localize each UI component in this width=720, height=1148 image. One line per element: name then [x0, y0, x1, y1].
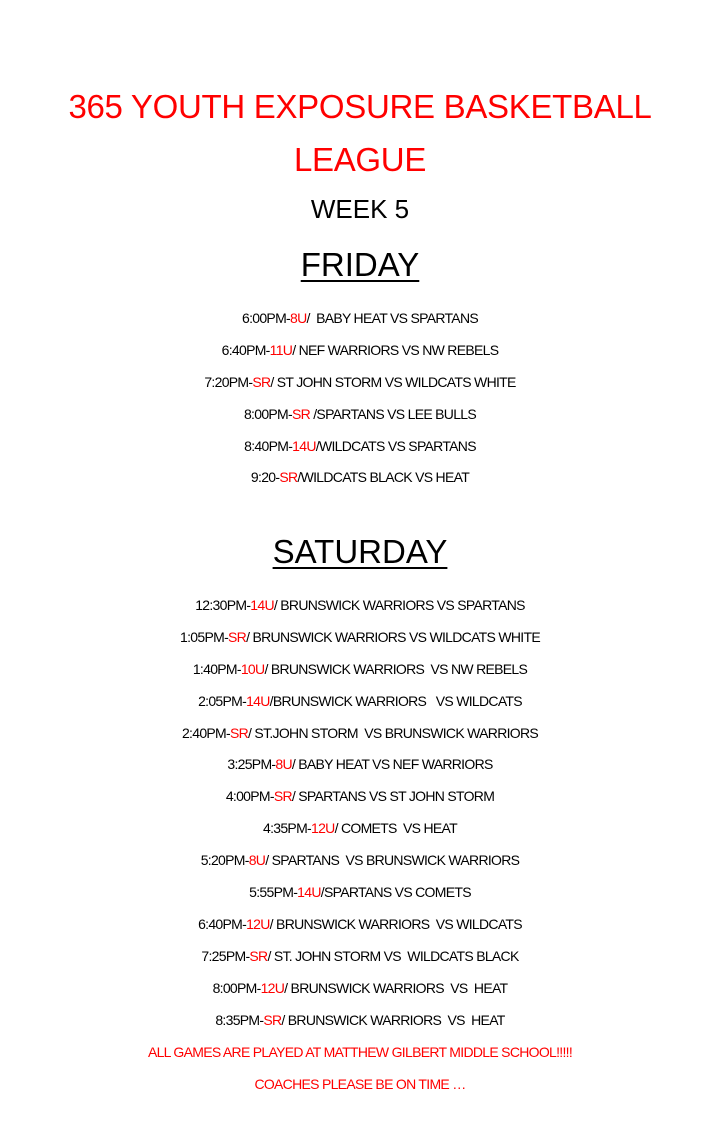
game-division: SR: [228, 628, 247, 645]
game-division: 14U: [246, 692, 270, 709]
game-time: 2:05PM-: [198, 692, 247, 709]
game-division: 14U: [292, 437, 316, 454]
game-row: [0, 718, 720, 750]
game-division: SR: [263, 1011, 282, 1028]
game-matchup: /WILDCATS VS SPARTANS: [315, 437, 476, 454]
game-time: 1:05PM-: [180, 628, 229, 645]
game-time: 1:40PM-: [192, 660, 241, 677]
game-matchup: / BRUNSWICK WARRIORS VS NW REBELS: [264, 660, 528, 677]
game-time: 6:40PM-: [198, 915, 247, 932]
game-row: [0, 877, 720, 909]
game-row: [0, 654, 720, 686]
game-division: SR: [279, 469, 298, 486]
game-row: [0, 781, 720, 813]
friday-game-list: [0, 303, 720, 494]
game-matchup: / BRUNSWICK WARRIORS VS HEAT: [284, 979, 508, 996]
game-row: [0, 590, 720, 622]
game-division: SR: [291, 405, 311, 422]
game-row: [0, 845, 720, 877]
game-division: 8U: [275, 756, 292, 773]
page-title: 365 YOUTH EXPOSURE BASKETBALL LEAGUE: [68, 88, 652, 178]
game-matchup: / ST JOHN STORM VS WILDCATS WHITE: [270, 373, 516, 390]
game-matchup: / BRUNSWICK WARRIORS VS WILDCATS: [269, 915, 522, 932]
game-matchup: / BRUNSWICK WARRIORS VS HEAT: [281, 1011, 505, 1028]
game-division: 14U: [250, 597, 274, 613]
game-time: 5:55PM-: [249, 884, 298, 901]
game-matchup: / NEF WARRIORS VS NW REBELS: [292, 341, 499, 358]
game-division: SR: [252, 373, 271, 390]
game-row: [0, 399, 720, 431]
game-row: [0, 941, 720, 973]
game-time: 7:20PM-: [204, 373, 253, 390]
game-time: 8:40PM-: [244, 437, 293, 454]
game-row: [0, 462, 720, 494]
game-division: 12U: [246, 915, 270, 932]
game-row: [0, 335, 720, 367]
game-matchup: /WILDCATS BLACK VS HEAT: [297, 469, 470, 486]
game-division: 12U: [311, 820, 335, 837]
game-row: [0, 813, 720, 845]
game-row: [0, 749, 720, 781]
game-time: 4:00PM-: [225, 788, 274, 805]
game-row: [0, 431, 720, 463]
game-division: SR: [273, 788, 292, 805]
game-matchup: / BRUNSWICK WARRIORS VS SPARTANS: [273, 597, 525, 613]
game-matchup: /BRUNSWICK WARRIORS VS WILDCATS: [269, 692, 522, 709]
notes-list: [0, 1036, 720, 1100]
game-time: 8:00PM-: [243, 405, 292, 422]
game-row: [0, 1005, 720, 1037]
game-row: [0, 686, 720, 718]
game-matchup: / BRUNSWICK WARRIORS VS WILDCATS WHITE: [246, 628, 540, 645]
game-division: 12U: [260, 979, 285, 996]
game-division: 14U: [297, 884, 321, 901]
game-matchup: /SPARTANS VS LEE BULLS: [310, 405, 477, 422]
game-matchup: / BABY HEAT VS SPARTANS: [306, 310, 478, 326]
game-division: SR: [249, 947, 268, 964]
game-time: 9:20-: [250, 469, 280, 486]
punctuality-note: COACHES PLEASE BE ON TIME …: [254, 1076, 466, 1092]
game-row: [0, 367, 720, 399]
game-division: 8U: [248, 852, 266, 869]
venue-note: ALL GAMES ARE PLAYED AT MATTHEW GILBERT MIDDLE SCHOOL!!!!!: [147, 1044, 573, 1060]
game-time: 5:20PM-: [200, 852, 249, 869]
week-label: WEEK 5: [310, 194, 410, 224]
game-matchup: / ST.JOHN STORM VS BRUNSWICK WARRIORS: [248, 724, 539, 741]
game-time: 4:35PM-: [262, 820, 311, 837]
game-matchup: / SPARTANS VS BRUNSWICK WARRIORS: [265, 852, 520, 869]
game-matchup: /SPARTANS VS COMETS: [320, 884, 471, 901]
game-time: 2:40PM-: [181, 724, 230, 741]
game-row: [0, 909, 720, 941]
game-division: SR: [229, 724, 249, 741]
game-division: 8U: [290, 310, 307, 326]
game-division: 11U: [269, 341, 293, 358]
game-time: 6:40PM-: [221, 341, 270, 358]
game-row: [0, 303, 720, 335]
saturday-heading: SATURDAY: [272, 533, 448, 570]
game-matchup: / SPARTANS VS ST JOHN STORM: [291, 788, 495, 805]
game-time: 8:00PM-: [212, 979, 261, 996]
game-row: [0, 622, 720, 654]
game-division: 10U: [240, 660, 265, 677]
friday-heading: FRIDAY: [300, 246, 420, 283]
game-matchup: / COMETS VS HEAT: [334, 820, 458, 837]
game-matchup: / BABY HEAT VS NEF WARRIORS: [291, 756, 493, 773]
saturday-game-list: [0, 590, 720, 1036]
game-time: 7:25PM-: [201, 947, 250, 964]
game-row: [0, 973, 720, 1005]
game-matchup: / ST. JOHN STORM VS WILDCATS BLACK: [267, 947, 519, 964]
game-time: 8:35PM-: [215, 1011, 264, 1028]
game-time: 6:00PM-: [241, 310, 290, 326]
game-time: 3:25PM-: [227, 756, 276, 773]
game-time: 12:30PM-: [195, 597, 251, 613]
